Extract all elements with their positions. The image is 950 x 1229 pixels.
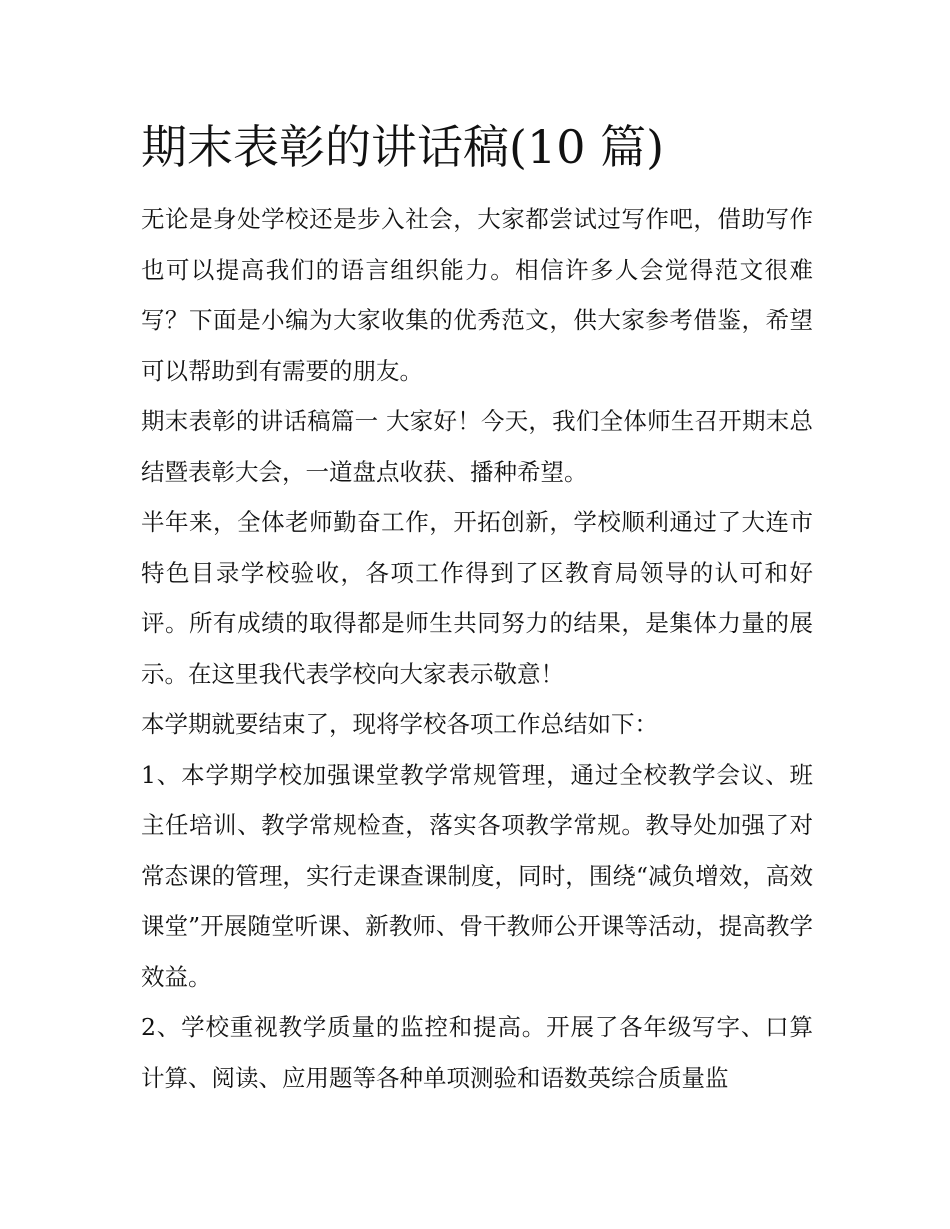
paragraph-item-1: 1、本学期学校加强课堂教学常规管理，通过全校教学会议、班主任培训、教学常规检查，落实各项教学常规。教导处加强了对常态课的管理，实行走课查课制度，同时，围绕“减负增效，高效课堂”开展随堂听课、新教师、骨干教师公开课等活动，提高教学效益。 [141, 760, 813, 991]
document-title: 期末表彰的讲话稿(10 篇) [141, 120, 665, 174]
paragraph-half-year-review: 半年来，全体老师勤奋工作，开拓创新，学校顺利通过了大连市特色目录学校验收，各项工作得到了区教育局领导的认可和好评。所有成绩的取得都是师生共同努力的结果，是集体力量的展示。在这里我代表学校向大家表示敬意！ [141, 508, 813, 688]
paragraph-intro: 无论是身处学校还是步入社会，大家都尝试过写作吧，借助写作也可以提高我们的语言组织能力。相信许多人会觉得范文很难写？下面是小编为大家收集的优秀范文，供大家参考借鉴，希望可以帮助到有需要的朋友。 [141, 205, 813, 385]
document-body [141, 112, 813, 1103]
paragraph-speech-opening: 期末表彰的讲话稿篇一 大家好！今天，我们全体师生召开期末总结暨表彰大会，一道盘点收获、播种希望。 [141, 407, 813, 486]
paragraph-summary-intro: 本学期就要结束了，现将学校各项工作总结如下： [141, 710, 658, 738]
paragraph-item-2: 2、学校重视教学质量的监控和提高。开展了各年级写字、口算计算、阅读、应用题等各种单项测验和语数英综合质量监 [141, 1013, 813, 1092]
